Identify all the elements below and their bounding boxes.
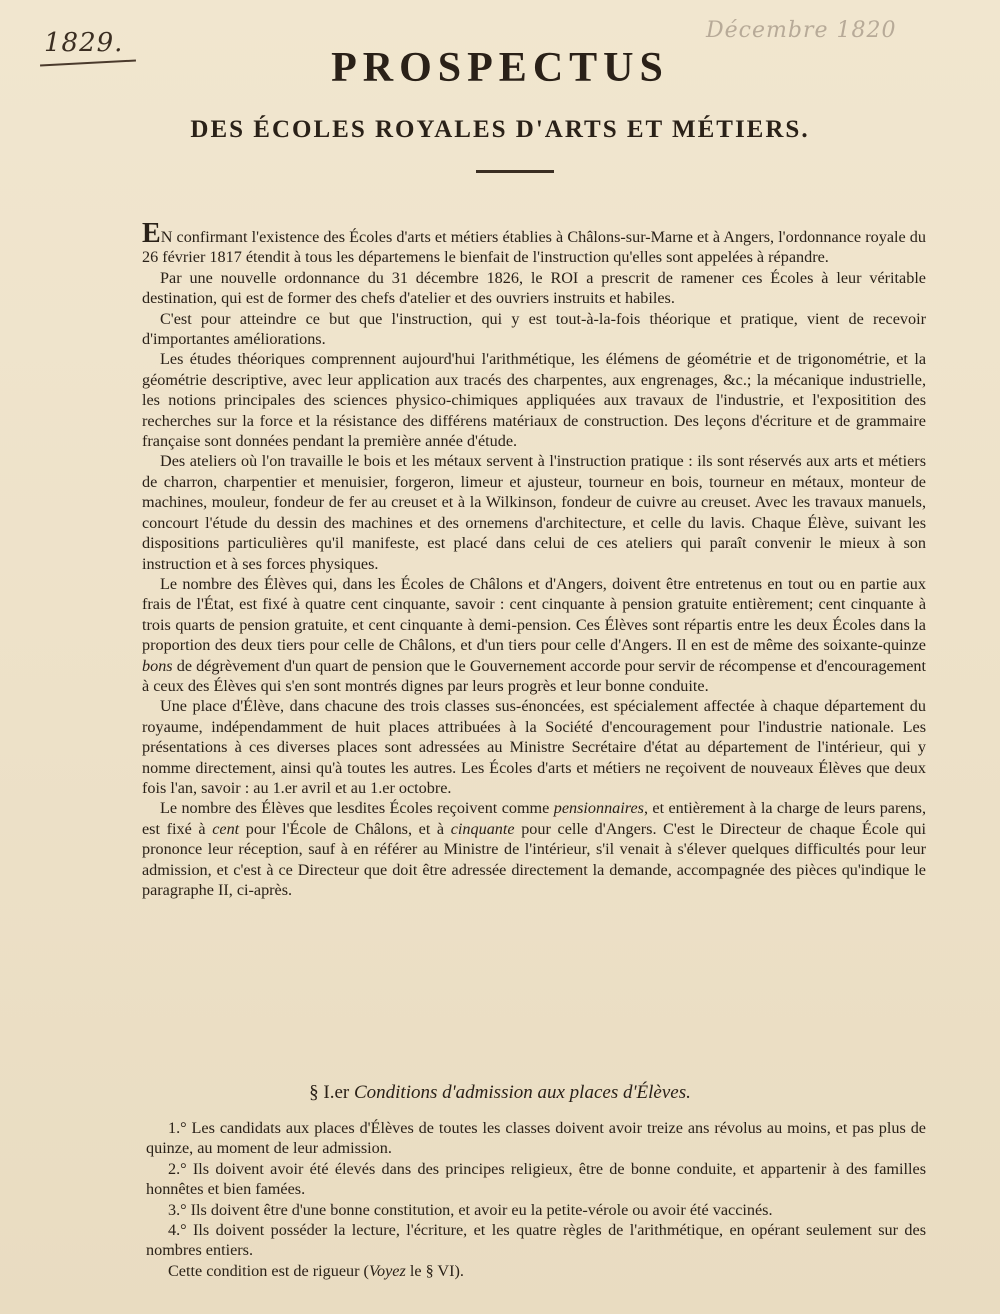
paragraph-1-text: N confirmant l'existence des Écoles d'arts et métiers établies à Châlons-sur-Marne et à Angers, l'ordonnance royale du 26 février 1817 étendit à tous les départemens le bienfait de l'instruction qu'elles sont appelées à répandre. [142, 228, 926, 267]
condition-3: 3.° Ils doivent être d'une bonne constitution, et avoir eu la petite-vérole ou avoir été vaccinés. [168, 1200, 773, 1219]
paragraph-8 [142, 798, 926, 900]
paragraph-8-italic-1: pensionnaires [553, 799, 644, 818]
paragraph-5: Des ateliers où l'on travaille le bois et les métaux servent à l'instruction pratique : ils sont réservés aux arts et métiers de charron, charpentier et menuisier, forgeron, limeur et ajusteur, tourneur en bois, tourneur en métaux, monteur de machines, mouleur, fondeur de fer au creuset et à la Wilkinson, fondeur de cuivre au creuset. Avec les travaux manuels, concourt l'étude du dessin des machines et des ornemens d'architecture, et celle du lavis. Chaque Élève, suivant les dispositions particulières qu'il manifeste, est placé dans celui de ces ateliers qui paraît convenir le mieux à son instruction et à ses forces physiques. [142, 452, 926, 573]
title-divider [476, 170, 554, 173]
paragraph-7: Une place d'Élève, dans chacune des trois classes sus-énoncées, est spécialement affectée à chaque département du royaume, indépendamment de huit places attribuées à la Société d'encouragement pour l'industrie nationale. Les présentations à ces diverses places sont adressées au Ministre Secrétaire d'état au département de l'intérieur, qui y nomme directement, ainsi qu'à toutes les autres. Les Écoles d'arts et métiers ne reçoivent de nouveaux Élèves que deux fois l'an, savoir : au 1.er avril et au 1.er octobre. [142, 697, 926, 797]
condition-2: 2.° Ils doivent avoir été élevés dans des principes religieux, être de bonne conduite, et appartenir à des familles honnêtes et bien famées. [146, 1159, 926, 1199]
condition-note-text-b: le § VI). [405, 1261, 464, 1280]
condition-note-italic: Voyez [368, 1261, 406, 1280]
condition-note-text-a: Cette condition est de rigueur ( [168, 1261, 369, 1280]
condition-1: 1.° Les candidats aux places d'Élèves de toutes les classes doivent avoir treize ans révolus au moins, et pas plus de quinze, au moment de leur admission. [146, 1119, 926, 1158]
paragraph-8-italic-3: cinquante [450, 819, 515, 838]
paragraph-8-italic-2: cent [212, 819, 240, 838]
section-heading [0, 1082, 1000, 1104]
paragraph-4: Les études théoriques comprennent aujourd'hui l'arithmétique, les élémens de géométrie et de trigonométrie, et la géométrie descriptive, avec leur application aux tracés des charpentes, aux engrenages, &c.; la mécanique industrielle, les notions principales des sciences physico-chimiques appliquées aux travaux de l'industrie, et l'expositition des recherches sur la force et la résistance des différens matériaux de construction. Des leçons d'écriture et de grammaire française sont données pendant la première année d'étude. [142, 350, 926, 451]
document-subtitle: DES ÉCOLES ROYALES D'ARTS ET MÉTIERS. [190, 116, 810, 143]
paragraph-3: C'est pour atteindre ce but que l'instruction, qui y est tout-à-la-fois théorique et pratique, vient de recevoir d'importantes améliorations. [142, 309, 926, 349]
drop-cap: E [142, 218, 161, 249]
paragraph-8-text-d: pour celle d'Angers. C'est le Directeur de chaque École qui prononce leur réception, sauf à en référer au Ministre de l'intérieur, s'il venait à s'élever quelques difficultés pour leur admission, et c'est à ce Directeur que doit être adressée directement la demande, accompagnée des pièces qu'indique le paragraphe II, ci-après. [142, 819, 927, 899]
document-title: PROSPECTUS [331, 45, 669, 91]
body-text [142, 218, 927, 900]
section-number: § I.er [309, 1082, 350, 1103]
paragraph-6 [142, 574, 926, 696]
condition-4: 4.° Ils doivent posséder la lecture, l'écriture, et les quatre règles de l'arithmétique, en opérant seulement sur des nombres entiers. [146, 1221, 926, 1260]
paragraph-2: Par une nouvelle ordonnance du 31 décembre 1826, le ROI a prescrit de ramener ces Écoles à leur véritable destination, qui est de former des chefs d'atelier et des ouvriers instruits et habiles. [142, 268, 926, 308]
handwritten-year-note: 1829. [44, 28, 124, 58]
paragraph-8-text-c: pour l'École de Châlons, et à [239, 819, 451, 838]
condition-note [146, 1261, 926, 1281]
paragraph-8-text-a: Le nombre des Élèves que lesdites Écoles reçoivent comme [160, 799, 554, 818]
paragraph-6-text-b: de dégrèvement d'un quart de pension que le Gouvernement accorde pour servir de récompense et d'encouragement à ceux des Élèves qui s'en sont montrés dignes par leurs progrès et leur bonne conduite. [142, 656, 926, 695]
conditions-list [146, 1118, 926, 1281]
paragraph-6-italic: bons [142, 656, 173, 675]
handwritten-date-note: Décembre 1820 [706, 18, 897, 43]
paragraph-6-text-a: Le nombre des Élèves qui, dans les Écoles de Châlons et d'Angers, doivent être entretenus en tout ou en partie aux frais de l'État, est fixé à quatre cent cinquante, savoir : cent cinquante à pension gratuite entièrement; cent cinquante à trois quarts de pension gratuite, et cent cinquante à demi-pension. Ces Élèves sont répartis entre les deux Écoles dans la proportion des deux tiers pour celle de Châlons, et d'un tiers pour celle d'Angers. Il en est de même des soixante-quinze [142, 574, 926, 655]
paragraph-8-text-b: , et entièrement à la charge de leurs parens, est fixé à [142, 799, 926, 838]
section-title-text: Conditions d'admission aux places d'Élèves. [353, 1082, 691, 1103]
paragraph-1 [142, 218, 926, 268]
